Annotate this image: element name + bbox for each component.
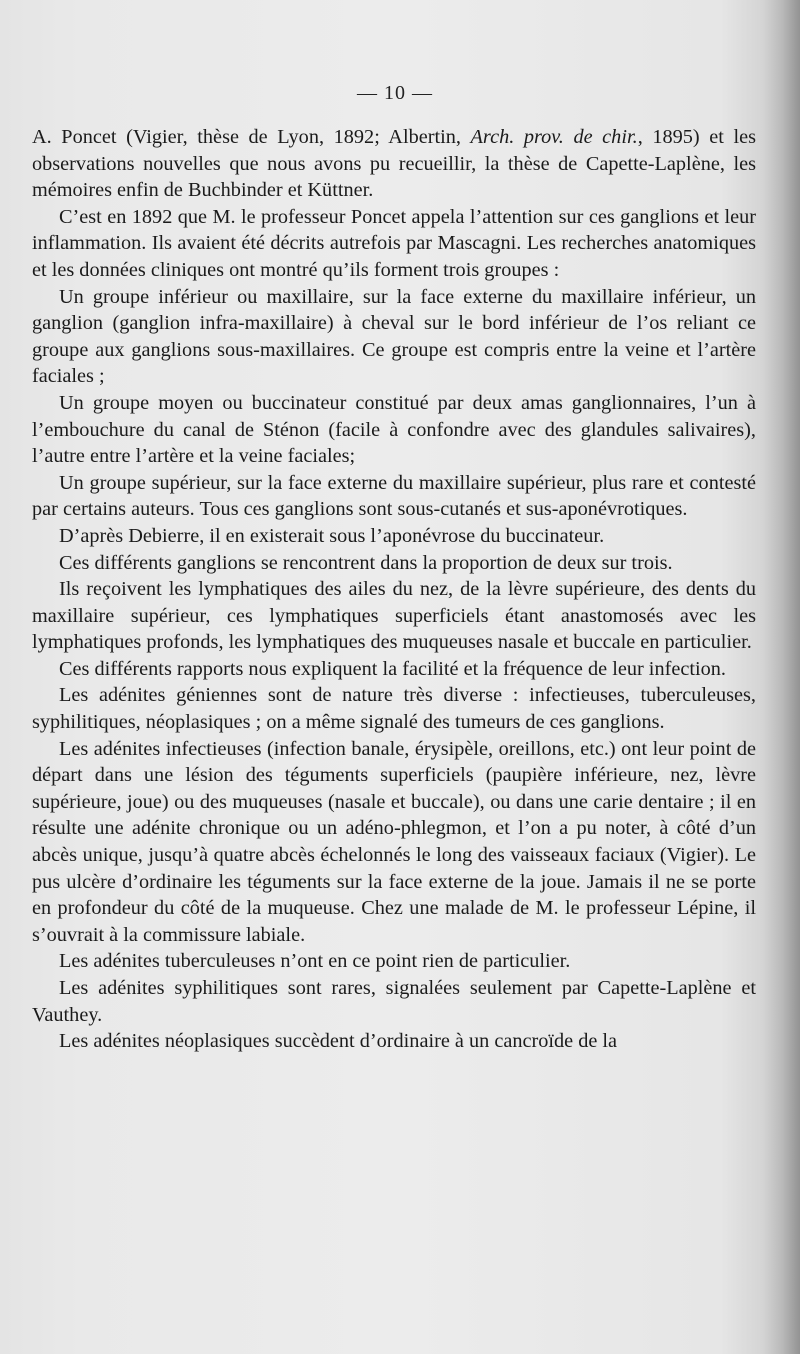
- paragraph-4: Un groupe moyen ou buccinateur constitué par deux amas ganglionnaires, l’un à l’embouchure du canal de Sténon (facile à confondre avec des glandules salivaires), l’autre entre l’artère et la veine faciales;: [32, 391, 756, 468]
- paragraph-7: Ces différents ganglions se rencontrent dans la proportion de deux sur trois.: [59, 551, 673, 574]
- journal-title-italic: Arch. prov. de chir.: [470, 126, 638, 148]
- paragraph-12: Les adénites tuberculeuses n’ont en ce point rien de particulier.: [59, 950, 571, 973]
- paragraph-2: C’est en 1892 que M. le professeur Poncet appela l’attention sur ces ganglions et leur inflammation. Ils avaient été décrits autrefois par Mascagni. Les recherches anatomiques et les données cliniques ont montré qu’ils forment trois groupes :: [32, 205, 756, 281]
- page-edge-shadow: [762, 0, 800, 1354]
- paragraph-6: D’après Debierre, il en existerait sous l’aponévrose du buccinateur.: [59, 524, 605, 547]
- paragraph-9: Ces différents rapports nous expliquent la facilité et la fréquence de leur infection.: [59, 657, 726, 680]
- paragraph-1: [32, 124, 756, 204]
- paragraph-1-text-start: A. Poncet (Vigier, thèse de Lyon, 1892; Albertin,: [32, 126, 471, 148]
- paragraph-13: Les adénites syphilitiques sont rares, signalées seulement par Capette-Laplène et Vauthey.: [32, 977, 756, 1026]
- body-text: [32, 124, 756, 1055]
- paragraph-14: Les adénites néoplasiques succèdent d’ordinaire à un cancroïde de la: [59, 1030, 618, 1053]
- paragraph-1-text-end: , 1895) et les observations nouvelles que nous avons pu recueillir, la thèse de Capette-Laplène, les mémoires enfin de Buchbinder et Küttner.: [32, 126, 757, 202]
- paragraph-3: Un groupe inférieur ou maxillaire, sur la face externe du maxillaire inférieur, un ganglion (ganglion infra-maxillaire) à cheval sur le bord inférieur de l’os reliant ce groupe aux ganglions sous-maxillaires. Ce groupe est compris entre la veine et l’artère faciales ;: [32, 285, 756, 388]
- paragraph-10: Les adénites géniennes sont de nature très diverse : infectieuses, tuberculeuses, syphilitiques, néoplasiques ; on a même signalé des tumeurs de ces ganglions.: [32, 684, 756, 734]
- paragraph-8: Ils reçoivent les lymphatiques des ailes du nez, de la lèvre supérieure, des dents du maxillaire supérieur, ces lymphatiques superficiels étant anastomosés avec les lymphatiques profonds, les lymphatiques des muqueuses nasale et buccale en particulier.: [32, 578, 756, 654]
- page-number: — 10 —: [357, 82, 433, 104]
- paragraph-5: Un groupe supérieur, sur la face externe du maxillaire supérieur, plus rare et contesté par certains auteurs. Tous ces ganglions sont sous-cutanés et sus-aponévrotiques.: [32, 471, 756, 521]
- paragraph-11: Les adénites infectieuses (infection banale, érysipèle, oreillons, etc.) ont leur point de départ dans une lésion des téguments superficiels (paupière inférieure, nez, lèvre supérieure, joue) ou des muqueuses (nasale et buccale), ou dans une carie dentaire ; il en résulte une adénite chronique ou un adéno-phlegmon, et l’on a pu noter, à côté d’un abcès unique, jusqu’à quatre abcès échelonnés le long des vaisseaux faciaux (Vigier). Le pus ulcère d’ordinaire les téguments sur la face externe de la joue. Jamais il ne se porte en profondeur du côté de la muqueuse. Chez une malade de M. le professeur Lépine, il s’ouvrait à la commissure labiale.: [32, 737, 756, 946]
